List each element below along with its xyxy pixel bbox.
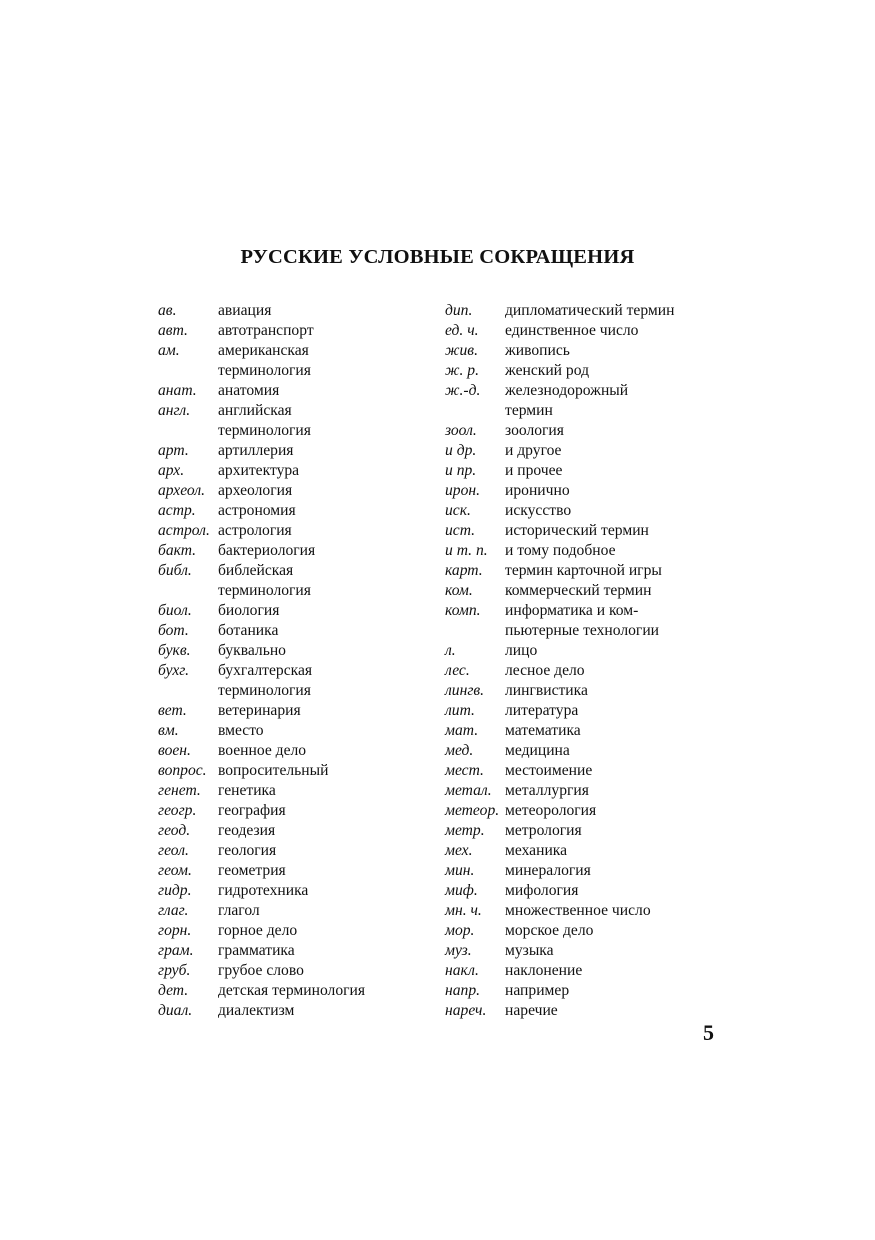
abbreviation: геом. [158, 862, 192, 879]
abbreviation-meaning: ветеринария [218, 702, 301, 719]
abbreviation-meaning: бактериология [218, 542, 316, 559]
abbreviation: ист. [445, 522, 476, 539]
abbreviation: лингв. [445, 682, 485, 699]
abbreviation-meaning: библейская [218, 562, 294, 579]
abbreviation-meaning: литература [505, 702, 579, 719]
abbreviation: авт. [158, 322, 188, 339]
abbreviation-meaning: генетика [218, 782, 276, 799]
abbreviation-meaning: информатика и ком- [505, 602, 639, 619]
abbreviation: ж.-д. [445, 382, 481, 399]
abbreviation: муз. [445, 942, 472, 959]
abbreviation: геод. [158, 822, 191, 839]
abbreviation-meaning: искусство [505, 502, 572, 519]
abbreviation-meaning: пьютерные технологии [505, 622, 660, 639]
abbreviation-meaning: местоимение [505, 762, 593, 779]
abbreviation: воен. [158, 742, 191, 759]
abbreviation: ж. р. [445, 362, 479, 379]
abbreviation-meaning: терминология [218, 422, 311, 439]
abbreviation-meaning: горное дело [218, 922, 298, 939]
abbreviation-meaning: астрономия [218, 502, 296, 519]
abbreviation: комп. [445, 602, 481, 619]
abbreviation-meaning: термин карточной игры [505, 562, 662, 579]
abbreviation: глаг. [158, 902, 189, 919]
abbreviation-meaning: зоология [505, 422, 564, 439]
abbreviation: вм. [158, 722, 179, 739]
abbreviation: бот. [158, 622, 189, 639]
abbreviation-meaning: лицо [505, 642, 538, 659]
abbreviation-meaning: автотранспорт [218, 322, 314, 339]
abbreviation-meaning: музыка [505, 942, 554, 959]
abbreviation: ав. [158, 302, 177, 319]
abbreviation-meaning: множественное число [505, 902, 651, 919]
abbreviation-meaning: мифология [505, 882, 579, 899]
abbreviation: лит. [445, 702, 475, 719]
abbreviation-meaning: ботаника [218, 622, 279, 639]
abbreviation: арт. [158, 442, 189, 459]
abbreviation: жив. [445, 342, 478, 359]
abbreviation-meaning: гидротехника [218, 882, 309, 899]
abbreviation-meaning: глагол [218, 902, 260, 919]
abbreviation-meaning: лесное дело [505, 662, 585, 679]
abbreviation: арх. [158, 462, 185, 479]
abbreviation-meaning: морское дело [505, 922, 594, 939]
abbreviation: и пр. [445, 462, 477, 479]
abbreviation: вопрос. [158, 762, 207, 779]
abbreviation-meaning: математика [505, 722, 581, 739]
abbreviation-meaning: археология [218, 482, 293, 499]
abbreviation: лес. [445, 662, 470, 679]
abbreviation-meaning: бухгалтерская [218, 662, 313, 679]
abbreviation: мат. [445, 722, 479, 739]
abbreviation: вет. [158, 702, 187, 719]
abbreviation: ком. [445, 582, 473, 599]
abbreviation: библ. [158, 562, 192, 579]
abbreviation: иск. [445, 502, 471, 519]
abbreviation: букв. [158, 642, 191, 659]
abbreviation-meaning: и прочее [505, 462, 563, 479]
abbreviation: гидр. [158, 882, 192, 899]
abbreviation-meaning: анатомия [218, 382, 280, 399]
abbreviation: мед. [445, 742, 474, 759]
abbreviation: миф. [445, 882, 478, 899]
abbreviation-meaning: лингвистика [505, 682, 588, 699]
abbreviation-meaning: геометрия [218, 862, 286, 879]
abbreviation-meaning: грубое слово [218, 962, 304, 979]
abbreviation-meaning: дипломатический термин [505, 302, 675, 319]
abbreviation-meaning: железнодорожный [505, 382, 629, 399]
abbreviation: груб. [158, 962, 191, 979]
abbreviation-meaning: метеорология [505, 802, 597, 819]
abbreviation-meaning: метрология [505, 822, 582, 839]
abbreviation: геол. [158, 842, 189, 859]
abbreviation-meaning: вместо [218, 722, 264, 739]
abbreviation: горн. [158, 922, 192, 939]
abbreviation: ед. ч. [445, 322, 479, 339]
abbreviation-meaning: например [505, 982, 570, 999]
abbreviation: мин. [445, 862, 475, 879]
abbreviation-meaning: механика [505, 842, 568, 859]
abbreviation-meaning: терминология [218, 582, 311, 599]
abbreviation-meaning: архитектура [218, 462, 300, 479]
abbreviation-meaning: наклонение [505, 962, 583, 979]
abbreviation: и т. п. [445, 542, 488, 559]
abbreviation-meaning: исторический термин [505, 522, 649, 539]
abbreviation: диал. [158, 1002, 193, 1019]
abbreviation-meaning: география [218, 802, 286, 819]
abbreviation-meaning: медицина [505, 742, 570, 759]
abbreviation-meaning: металлургия [505, 782, 589, 799]
abbreviation-meaning: иронично [505, 482, 570, 499]
abbreviation-meaning: и другое [505, 442, 562, 459]
abbreviation-meaning: артиллерия [218, 442, 294, 459]
abbreviation-meaning: живопись [505, 342, 570, 359]
abbreviation-meaning: биология [218, 602, 280, 619]
abbreviation-meaning: грамматика [218, 942, 295, 959]
abbreviation-meaning: термин [505, 402, 553, 419]
abbreviation: англ. [158, 402, 191, 419]
abbreviation: ирон. [445, 482, 481, 499]
abbreviation: мех. [445, 842, 473, 859]
abbreviation-meaning: единственное число [505, 322, 639, 339]
abbreviation: астрол. [158, 522, 210, 539]
abbreviation-meaning: авиация [218, 302, 272, 319]
page-title: РУССКИЕ УСЛОВНЫЕ СОКРАЩЕНИЯ [240, 246, 635, 268]
abbreviation: анат. [158, 382, 197, 399]
abbreviation: ам. [158, 342, 180, 359]
abbreviation: бухг. [158, 662, 190, 679]
abbreviation-meaning: американская [218, 342, 309, 359]
abbreviation-meaning: терминология [218, 362, 311, 379]
abbreviation: метр. [445, 822, 485, 839]
abbreviation-meaning: буквально [218, 642, 286, 659]
abbreviation: генет. [158, 782, 201, 799]
abbreviation-meaning: коммерческий термин [505, 582, 652, 599]
abbreviation-meaning: диалектизм [218, 1002, 295, 1019]
abbreviation-meaning: женский род [505, 362, 589, 379]
abbreviation-meaning: терминология [218, 682, 311, 699]
abbreviation: дип. [445, 302, 473, 319]
abbreviation: астр. [158, 502, 196, 519]
abbreviation: археол. [158, 482, 206, 499]
abbreviation-meaning: английская [218, 402, 292, 419]
abbreviation: мн. ч. [445, 902, 482, 919]
abbreviation: биол. [158, 602, 192, 619]
abbreviation: карт. [445, 562, 483, 579]
abbreviation: бакт. [158, 542, 197, 559]
abbreviation: нареч. [445, 1002, 487, 1019]
abbreviation: дет. [158, 982, 189, 999]
abbreviation-meaning: астрология [218, 522, 292, 539]
abbreviation-meaning: геодезия [218, 822, 276, 839]
abbreviation-meaning: наречие [505, 1002, 558, 1019]
abbreviation: метал. [445, 782, 492, 799]
abbreviation: л. [445, 642, 456, 659]
abbreviation-meaning: геология [218, 842, 277, 859]
abbreviation-meaning: вопросительный [218, 762, 329, 779]
abbreviation-meaning: минералогия [505, 862, 591, 879]
abbreviation: метеор. [445, 802, 500, 819]
abbreviation: мест. [445, 762, 484, 779]
abbreviation-meaning: и тому подобное [505, 542, 616, 559]
abbreviation: напр. [445, 982, 481, 999]
abbreviation: накл. [445, 962, 479, 979]
abbreviation-meaning: детская терминология [218, 982, 366, 999]
abbreviation: геогр. [158, 802, 197, 819]
abbreviation: грам. [158, 942, 194, 959]
abbreviation-meaning: военное дело [218, 742, 307, 759]
page-number: 5 [703, 1020, 714, 1045]
abbreviation: и др. [445, 442, 477, 459]
abbreviation: зоол. [445, 422, 477, 439]
abbreviation: мор. [445, 922, 475, 939]
